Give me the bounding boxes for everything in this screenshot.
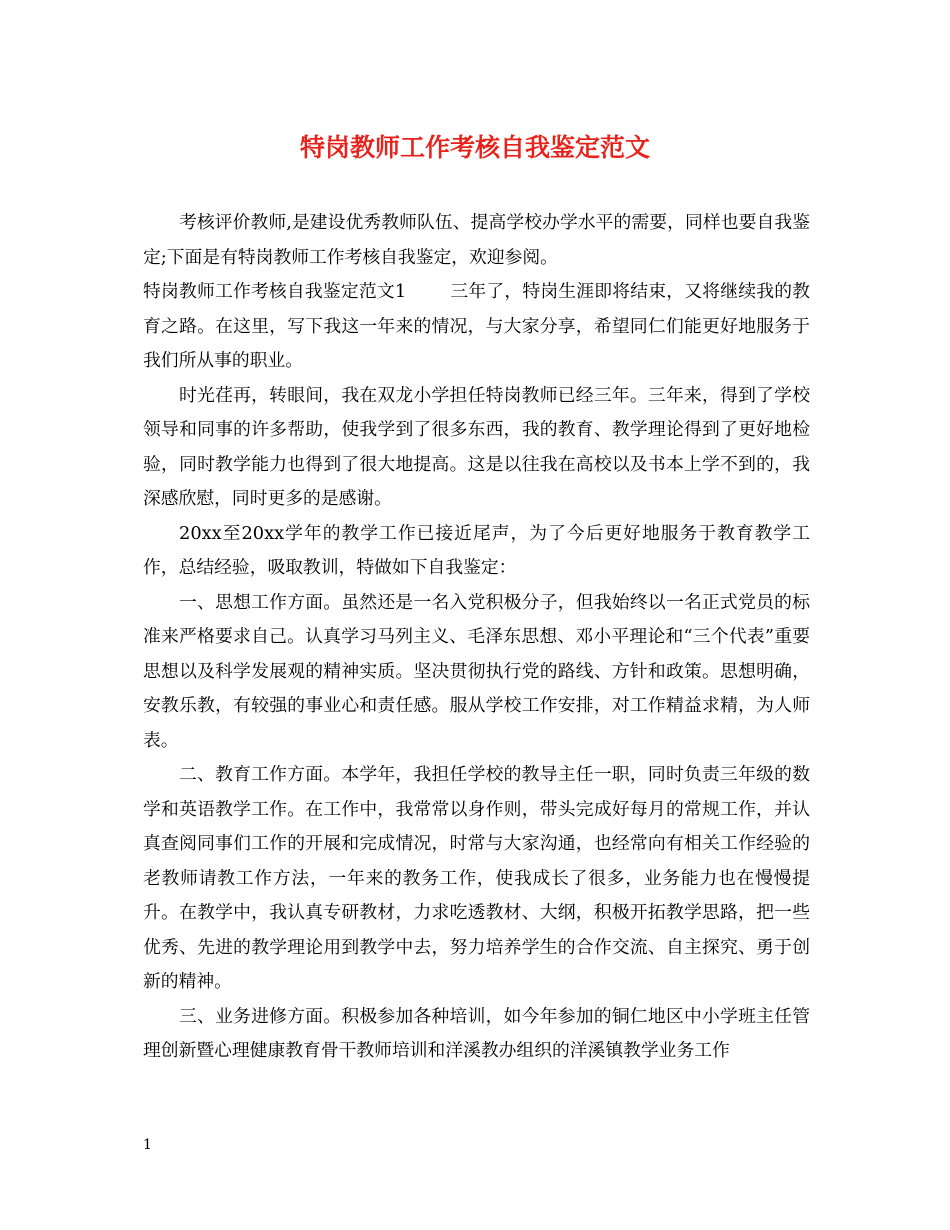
document-title: 特岗教师工作考核自我鉴定范文 — [299, 133, 650, 162]
section-lead: 三年了，特岗生涯即将结束，又将继续我的教育之路。在这里，写下我这一年来的情况，与大家分享，希望同仁们能更好地服务于我们所从事的职业。 — [143, 281, 810, 371]
body-paragraph: 一、思想工作方面。虽然还是一名入党积极分子，但我始终以一名正式党员的标准来严格要求自己。认真学习马列主义、毛泽东思想、邓小平理论和“三个代表”重要思想以及科学发展观的精神实质。坚决贯彻执行党的路线、方针和政策。思想明确，安教乐教，有较强的事业心和责任感。服从学校工作安排，对工作精益求精，为人师表。 — [143, 591, 810, 751]
body-paragraph: 三、业务进修方面。积极参加各种培训，如今年参加的铜仁地区中小学班主任管理创新暨心理健康教育骨干教师培训和洋溪教办组织的洋溪镇教学业务工作 — [143, 1005, 810, 1061]
document-body — [143, 206, 810, 1069]
section-paragraph — [143, 275, 810, 379]
body-paragraph: 二、教育工作方面。本学年，我担任学校的教导主任一职，同时负责三年级的数学和英语教学工作。在工作中，我常常以身作则，带头完成好每月的常规工作，并认真查阅同事们工作的开展和完成情况，时常与大家沟通，也经常向有相关工作经验的老教师请教工作方法，一年来的教务工作，使我成长了很多，业务能力也在慢慢提升。在教学中，我认真专研教材，力求吃透教材、大纲，积极开拓教学思路，把一些优秀、先进的教学理论用到教学中去，努力培养学生的合作交流、自主探究、勇于创新的精神。 — [143, 764, 810, 992]
page-number: 1 — [143, 1137, 152, 1153]
intro-paragraph: 考核评价教师,是建设优秀教师队伍、提高学校办学水平的需要，同样也要自我鉴定;下面是有特岗教师工作考核自我鉴定，欢迎参阅。 — [143, 212, 810, 268]
body-paragraph: 20xx至20xx学年的教学工作已接近尾声，为了今后更好地服务于教育教学工作，总结经验，吸取教训，特做如下自我鉴定： — [143, 522, 810, 578]
section-heading: 特岗教师工作考核自我鉴定范文1 — [143, 281, 407, 302]
body-paragraph: 时光荏再，转眼间，我在双龙小学担任特岗教师已经三年。三年来，得到了学校领导和同事的许多帮助，使我学到了很多东西，我的教育、教学理论得到了更好地检验，同时教学能力也得到了很大地提高。这是以往我在高校以及书本上学不到的，我深感欣慰，同时更多的是感谢。 — [143, 384, 810, 509]
